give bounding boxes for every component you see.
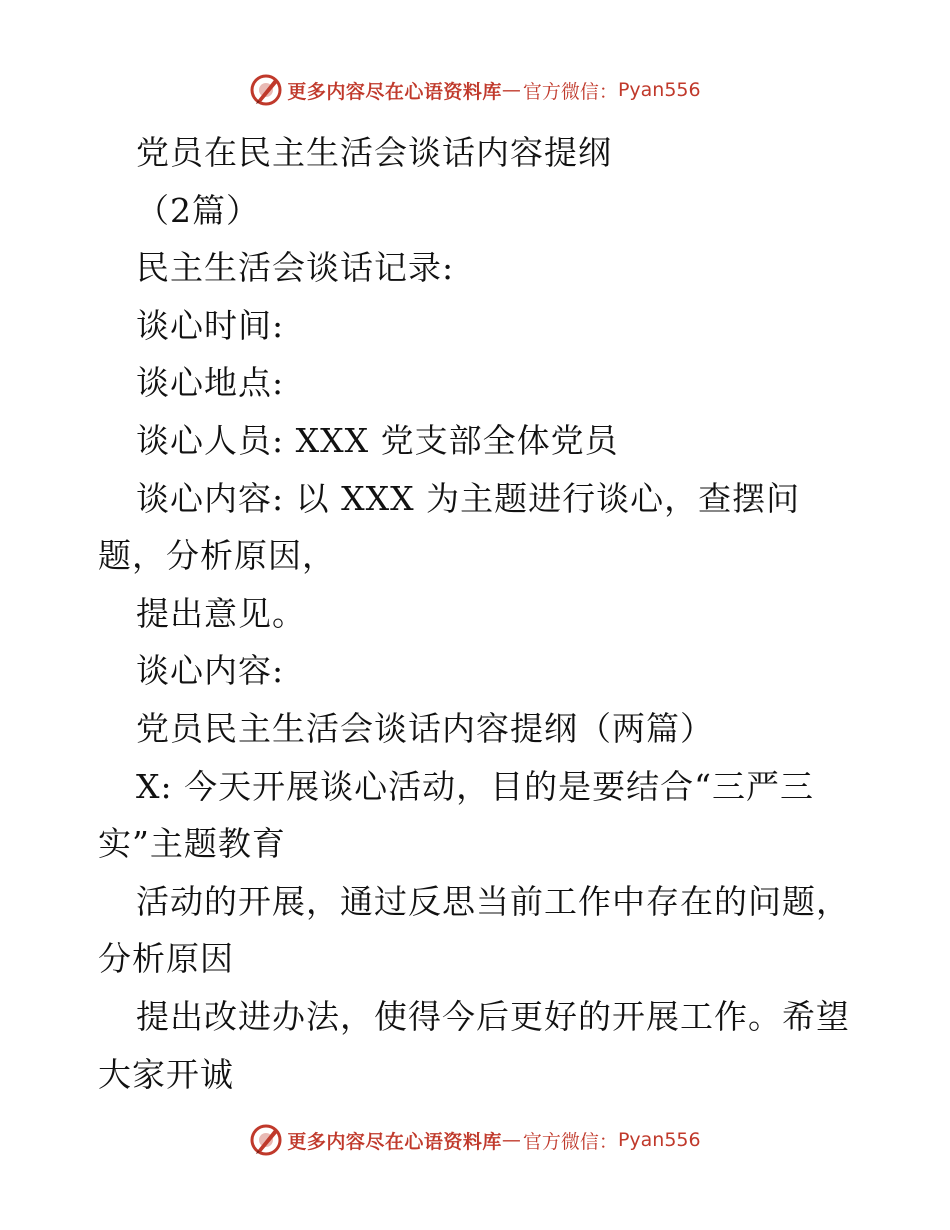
text-line: 活动的开展，通过反思当前工作中存在的问题， bbox=[136, 881, 850, 921]
banner-wechat-label: 官方微信： bbox=[522, 1130, 618, 1153]
text-line: 谈心时间: bbox=[136, 305, 285, 345]
text-line: 党员民主生活会谈话内容提纲（两篇） bbox=[136, 708, 714, 748]
text-line: X: 今天开展谈心活动，目的是要结合“三严三 bbox=[136, 766, 814, 806]
text-line: 党员在民主生活会谈话内容提纲 bbox=[136, 133, 612, 172]
text-line: 大家开诚 bbox=[98, 1054, 234, 1094]
banner-wechat-id: Pyan556 bbox=[617, 1129, 701, 1151]
text-line: 民主生活会谈话记录: bbox=[136, 248, 455, 288]
document-body bbox=[98, 124, 858, 1103]
text-line: （2篇） bbox=[136, 190, 260, 230]
text-line: 提出改进办法，使得今后更好的开展工作。希望 bbox=[136, 996, 850, 1036]
text-line: 谈心人员: XXX 党支部全体党员 bbox=[136, 420, 619, 460]
text-line: 实”主题教育 bbox=[98, 824, 286, 864]
pen-logo-icon bbox=[249, 1123, 283, 1157]
pen-logo-icon bbox=[249, 73, 283, 107]
text-line: 谈心内容: bbox=[136, 651, 285, 691]
text-line: 分析原因 bbox=[98, 939, 234, 979]
banner-wechat-label: 官方微信： bbox=[522, 80, 618, 103]
text-line: 提出意见。 bbox=[136, 593, 306, 633]
banner-main-text: 更多内容尽在心语资料库 bbox=[287, 80, 502, 103]
text-line: 谈心地点: bbox=[136, 363, 285, 403]
banner-dash: — bbox=[501, 79, 521, 101]
banner-dash: — bbox=[501, 1129, 521, 1151]
banner-wechat-id: Pyan556 bbox=[617, 79, 701, 101]
text-line: 谈心内容: 以 XXX 为主题进行谈心，查摆问 bbox=[136, 478, 801, 518]
header-banner bbox=[0, 70, 950, 110]
footer-banner bbox=[0, 1120, 950, 1160]
banner-main-text: 更多内容尽在心语资料库 bbox=[287, 1130, 502, 1153]
text-line: 题，分析原因， bbox=[98, 536, 336, 576]
